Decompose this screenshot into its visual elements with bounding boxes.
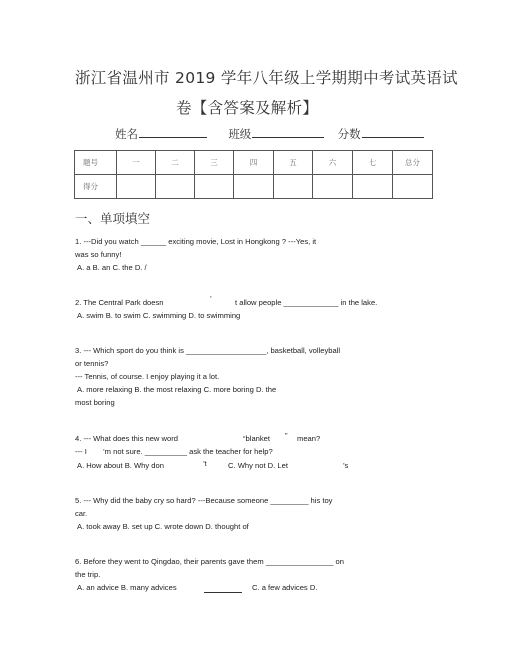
table-header-cell: 五 — [274, 151, 313, 175]
class-label: 班级 — [228, 127, 252, 141]
table-header-cell: 二 — [156, 151, 195, 175]
document-title-line2: 卷【含答案及解析】 — [176, 99, 319, 117]
table-header-cell: 三 — [195, 151, 234, 175]
question-4-options-c: C. Why not D. Let — [228, 461, 288, 470]
name-blank[interactable] — [139, 126, 207, 138]
score-table-score-row — [75, 175, 433, 199]
score-cell[interactable] — [313, 175, 353, 199]
name-label: 姓名 — [115, 127, 138, 141]
question-3-line1: 3. --- Which sport do you think is ___________________, basketball, volleyball — [75, 346, 341, 355]
score-cell[interactable] — [274, 175, 313, 199]
question-4-line1-b: mean? — [297, 434, 321, 443]
table-header-cell: 总分 — [393, 151, 433, 175]
score-cell[interactable] — [353, 175, 393, 199]
question-2-line1-b: t allow people _____________ in the lake. — [235, 298, 378, 307]
question-4-close-quote: ” — [285, 431, 288, 440]
table-header-cell: 七 — [353, 151, 393, 175]
question-5-line1: 5. --- Why did the baby cry so hard? ---Because someone _________ his toy — [75, 496, 333, 505]
score-cell[interactable] — [393, 175, 433, 199]
question-6-options-a: A. an advice B. many advices — [77, 583, 177, 592]
class-blank[interactable] — [252, 126, 324, 138]
question-4-options-b: ’t — [203, 459, 207, 468]
table-row-label: 得分 — [75, 175, 117, 199]
score-label: 分数 — [337, 127, 361, 141]
question-5-options: A. took away B. set up C. wrote down D. thought of — [77, 522, 249, 531]
question-6-line2: the trip. — [75, 570, 101, 579]
question-4-line2-b: ’m not sure. __________ ask the teacher for help? — [103, 447, 273, 456]
question-6-options-b: C. a few advices D. — [252, 583, 318, 592]
table-header-cell: 四 — [234, 151, 274, 175]
question-6-line1: 6. Before they went to Qingdao, their parents gave them ________________ on — [75, 557, 344, 566]
score-table — [74, 150, 433, 199]
score-blank[interactable] — [362, 126, 424, 138]
score-cell[interactable] — [117, 175, 156, 199]
question-4-line2-a: --- I — [75, 447, 87, 456]
question-2-options: A. swim B. to swim C. swimming D. to swimming — [77, 311, 241, 320]
question-2-apostrophe: ’ — [210, 294, 212, 303]
score-cell[interactable] — [234, 175, 274, 199]
table-header-cell: 一 — [117, 151, 156, 175]
question-6-blank — [204, 592, 242, 593]
score-table-header-row — [75, 151, 433, 175]
question-1-line2: was so funny! — [75, 250, 122, 259]
question-4-quoted-word: “blanket — [243, 434, 271, 443]
question-4-options-a: A. How about B. Why don — [77, 461, 164, 470]
question-1-line1: 1. ---Did you watch ______ exciting movie, Lost in Hongkong ? ---Yes, it — [75, 237, 317, 246]
question-3-line2: or tennis? — [75, 359, 109, 368]
question-4-line1-a: 4. --- What does this new word — [75, 434, 178, 443]
info-fields — [115, 126, 424, 142]
question-5-line2: car. — [75, 509, 88, 518]
section-heading: 一、单项填空 — [75, 211, 151, 226]
question-1-options: A. a B. an C. the D. / — [77, 263, 147, 272]
question-3-options: A. more relaxing B. the most relaxing C. more boring D. the — [77, 385, 277, 394]
question-3-line3: --- Tennis, of course. I enjoy playing it a lot. — [75, 372, 220, 381]
score-cell[interactable] — [156, 175, 195, 199]
table-header-cell: 六 — [313, 151, 353, 175]
question-2-line1-a: 2. The Central Park doesn — [75, 298, 164, 307]
question-4-options-d: ’s — [343, 461, 349, 470]
score-cell[interactable] — [195, 175, 234, 199]
table-header-cell: 题号 — [75, 151, 117, 175]
question-3-options-cont: most boring — [75, 398, 115, 407]
document-title-line1: 浙江省温州市 2019 学年八年级上学期期中考试英语试 — [75, 69, 458, 87]
